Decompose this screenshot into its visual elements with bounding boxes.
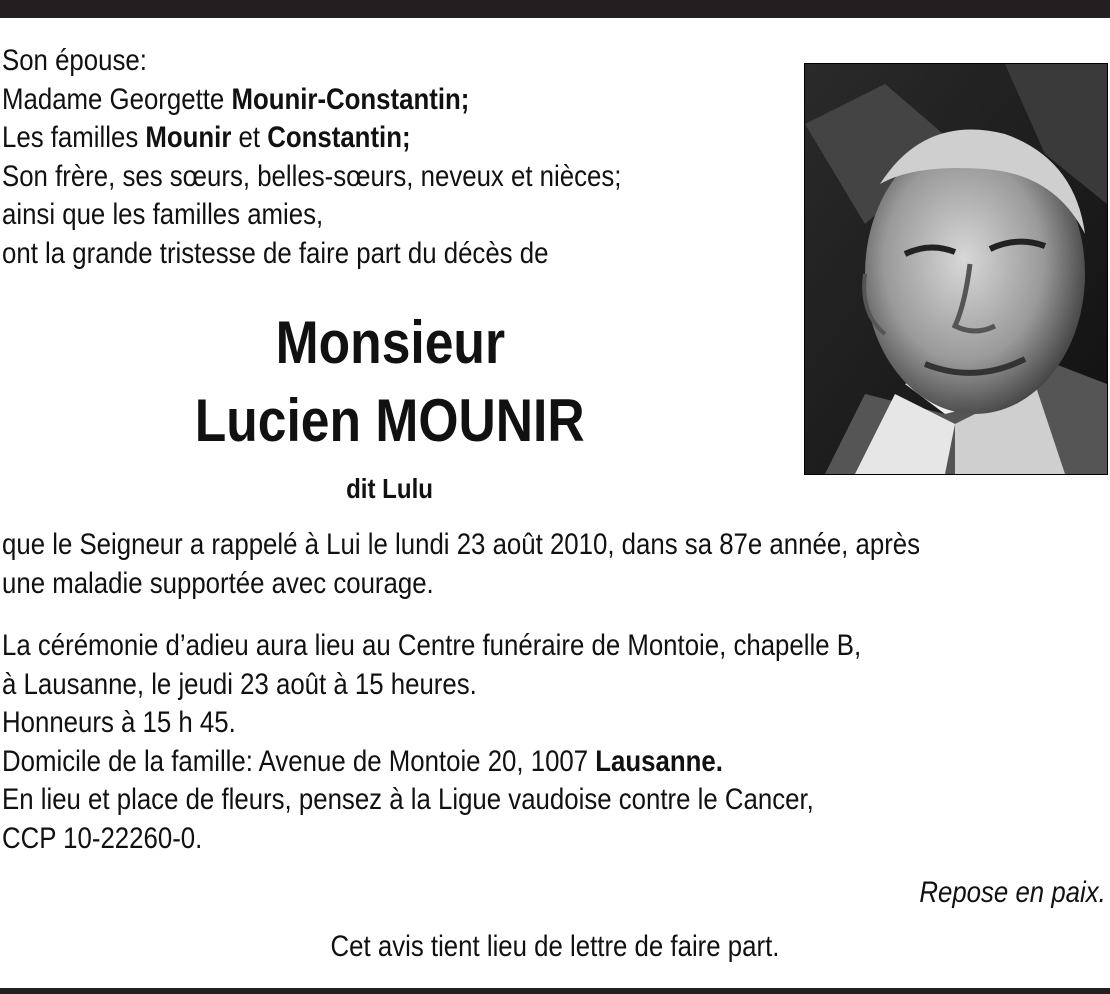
domicile-line: Domicile de la famille: Avenue de Montoie 20, 1007 Lausanne.	[2, 744, 723, 778]
ceremony-details	[2, 627, 1110, 858]
intro-line-friends: ainsi que les familles amies,	[2, 198, 324, 231]
top-rule	[0, 0, 1110, 18]
ccp-line: CCP 10-22260-0.	[2, 821, 203, 855]
footer-note: Cet avis tient lieu de lettre de faire part.	[330, 930, 780, 963]
portrait-icon	[805, 64, 1107, 474]
intro-line-announcement: ont la grande tristesse de faire part du décès de	[2, 236, 549, 270]
flowers-line: En lieu et place de fleurs, pensez à la Ligue vaudoise contre le Cancer,	[2, 783, 814, 816]
repose-en-paix: Repose en paix.	[919, 876, 1106, 909]
ceremony-line-2: à Lausanne, le jeudi 23 août à 15 heures.	[2, 667, 477, 701]
spouse-name: Mounir-Constantin;	[231, 82, 470, 116]
intro-line-relatives: Son frère, ses sœurs, belles-sœurs, neveux et nièces;	[2, 159, 622, 193]
bottom-rule	[0, 988, 1110, 994]
details-line-2: une maladie supportée avec courage.	[2, 566, 434, 600]
honours-line: Honneurs à 15 h 45.	[2, 706, 236, 739]
deceased-title: Monsieur	[275, 309, 505, 376]
domicile-city: Lausanne.	[595, 744, 723, 778]
family-name-1: Mounir	[145, 121, 232, 154]
deceased-name: Lucien MOUNIR	[195, 387, 585, 454]
intro-line-families: Les familles Mounir et Constantin;	[2, 121, 411, 154]
intro-block	[2, 42, 681, 273]
details-line-1: que le Seigneur a rappelé à Lui le lundi 23 août 2010, dans sa 87e année, après	[2, 528, 921, 561]
intro-line-spouse: Madame Georgette Mounir-Constantin;	[2, 82, 470, 116]
portrait-photo	[804, 63, 1108, 475]
ceremony-line-1: La cérémonie d’adieu aura lieu au Centre funéraire de Montoie, chapelle B,	[2, 629, 862, 662]
family-name-2: Constantin;	[267, 121, 411, 154]
deceased-nickname: dit Lulu	[346, 473, 434, 504]
death-details	[2, 526, 1110, 603]
intro-line-spouse-label: Son épouse:	[2, 44, 147, 77]
